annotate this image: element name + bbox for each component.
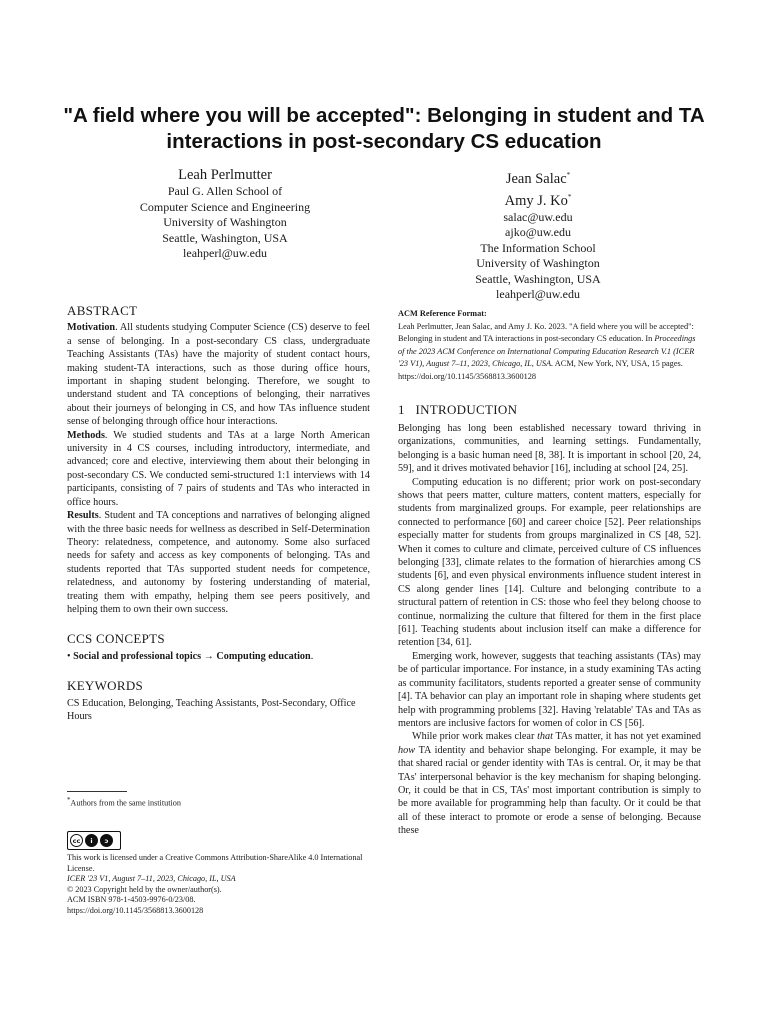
author-email: salac@uw.edu (503, 209, 573, 224)
intro-paragraph: Belonging has long been established necessary toward thriving in organizations, communities, and learning settings. Fundamentally, belonging is a basic human need [8, 38]. It is important in school [20, 24, 59], and it drives motivated behavior [16], including at school [24, 25]. (398, 422, 701, 475)
acm-reference: ACM Reference Format: Leah Perlmutter, Jean Salac, and Amy J. Ko. 2023. "A field where you will be accepted": Belonging in student and TA interactions in post-secondary CS education. In Proceedings of the 2023 ACM Conference on International Computing Education Research V.1 (ICER '23 V1), August 7–11, 2023, Chicago, IL, USA. ACM, New York, NY, USA, 15 pages. https://doi.org/10.1145/3568813.3600128 (398, 308, 701, 384)
license-isbn: ACM ISBN 978-1-4503-9976-0/23/08. (67, 895, 196, 904)
intro-paragraph: While prior work makes clear that TAs matter, it has not yet examined how TA identity and behavior shape belonging. For example, it may be that shared racial or gender identity with TAs is central. Or, it may be that TAs' interpersonal behavior is the key mechanism for shaping belonging. Or, it could be that in CS, TAs' most important contribution is simply to be more available for programming help than faculty. Or it could be that all of these interact to promote or erode a sense of belonging. Because these (398, 731, 701, 837)
abstract-motivation: Motivation. All students studying Computer Science (CS) deserve to feel a sense of belonging. In a post-secondary CS class, undergraduate Teaching Assistants (TAs) have the majority of student contact hours, making student-TA interactions, such as those during office hours, important in shaping student belonging. Therefore, we sought to understand student and TA conceptions of belonging, their narratives about their journeys of belonging in CS, and how TAs influence student sense of belonging through office hour interactions. (67, 322, 370, 428)
footnote: *Authors from the same institution (67, 797, 181, 808)
intro-paragraph: Computing education is no different; prior work on post-secondary shows that peers matter, culture matters, content matters, especially for students from marginalized groups. For example, peer relationships are connected to performance [60] and career choice [52]. Peer relationships especially matter for students from groups marginalized in CS [48, 52]. When it comes to culture and climate, perceived culture of CS influences belonging [33], climate relates to the formation of hierarchies among CS students [6], and even physical environments influence student interest in CS along gender lines [14]. Culture and belonging contribute to a structural pattern of retention in CS: those who feel they belong choose to continue, normalizing the culture that filtered for them in the first place [61]. Teaching students about inclusion itself can make a difference for retention [34, 61]. (398, 476, 701, 649)
author-name: Amy J. Ko* (504, 192, 572, 209)
author-affiliation: University of Washington (163, 215, 287, 229)
license-text: This work is licensed under a Creative Commons Attribution-ShareAlike 4.0 International License. (67, 853, 363, 873)
license-doi[interactable]: https://doi.org/10.1145/3568813.3600128 (67, 905, 204, 915)
author-affiliation: The Information School (480, 240, 596, 255)
author-block-right (428, 166, 648, 303)
license-block (67, 853, 370, 916)
introduction-heading: 1 INTRODUCTION (398, 401, 518, 417)
author-affiliation: Seattle, Washington, USA (475, 271, 601, 286)
author-affiliation: Seattle, Washington, USA (162, 230, 288, 245)
acm-reference-heading: ACM Reference Format: (398, 309, 487, 318)
paper-title: "A field where you will be accepted": Belonging in student and TA interactions in post-secondary CS education (63, 104, 705, 153)
author-affiliation: Paul G. Allen School of (167, 184, 283, 198)
footnote-rule (67, 791, 127, 792)
cc-by-sa-badge (67, 831, 121, 850)
keywords-text: CS Education, Belonging, Teaching Assistants, Post-Secondary, Office Hours (67, 697, 356, 722)
intro-paragraph: Emerging work, however, suggests that teaching assistants (TAs) may be of particular importance. For instance, in a study examining TAs acting as community facilitators, students reported a greater sense of community [4]. TA behavior can play an important role in shaping where students get help with programming problems [32]. Having 'relatable' TAs and TAs as mentors are inclusive factors for women of color in CS [56]. (398, 650, 701, 729)
author-name: Jean Salac* (505, 170, 571, 187)
abstract-results: Results. Student and TA conceptions and narratives of belonging aligned with the three basic needs for wellness as described in Self-Determination Theory: relatedness, competence, and autonomy. Some also surfaced needs for safety and access as key components of belonging. TAs and students reported that TAs supported student needs for competence, relatedness, and autonomy by fostering understanding of material, treating them with empathy, helping them see peers positively, and helping them to own their own success. (67, 510, 370, 615)
attribution-icon: i (85, 834, 98, 847)
author-email: leahperl@uw.edu (496, 287, 580, 302)
keywords-heading: KEYWORDS (67, 678, 144, 694)
ccs-item: • Social and professional topics → Computing education. (67, 650, 314, 662)
cc-icon: cc (70, 834, 83, 847)
author-email: leahperl@uw.edu (183, 246, 267, 260)
left-column (67, 304, 370, 723)
author-affiliation: Computer Science and Engineering (139, 199, 311, 214)
license-copyright: © 2023 Copyright held by the owner/author(s). (67, 884, 222, 894)
abstract-heading: ABSTRACT (67, 303, 138, 318)
author-block-left (110, 166, 340, 262)
author-name: Leah Perlmutter (178, 167, 272, 183)
right-column (398, 308, 701, 838)
abstract-methods: Methods. We studied students and TAs at a large North American university in 4 CS courses, including introductory, intermediate, and advanced; core and elective, interviewing them about their belonging in post-secondary CS. We conducted semi-structured 1:1 interviews with 14 participants, consisting of 7 pairs of students and TAs who interacted in office hours. (67, 429, 370, 508)
license-venue: ICER '23 V1, August 7–11, 2023, Chicago, IL, USA (67, 874, 236, 883)
ccs-heading: CCS CONCEPTS (67, 631, 165, 647)
author-email: ajko@uw.edu (505, 225, 571, 240)
sharealike-icon: ↄ (100, 834, 113, 847)
author-affiliation: University of Washington (476, 256, 600, 271)
